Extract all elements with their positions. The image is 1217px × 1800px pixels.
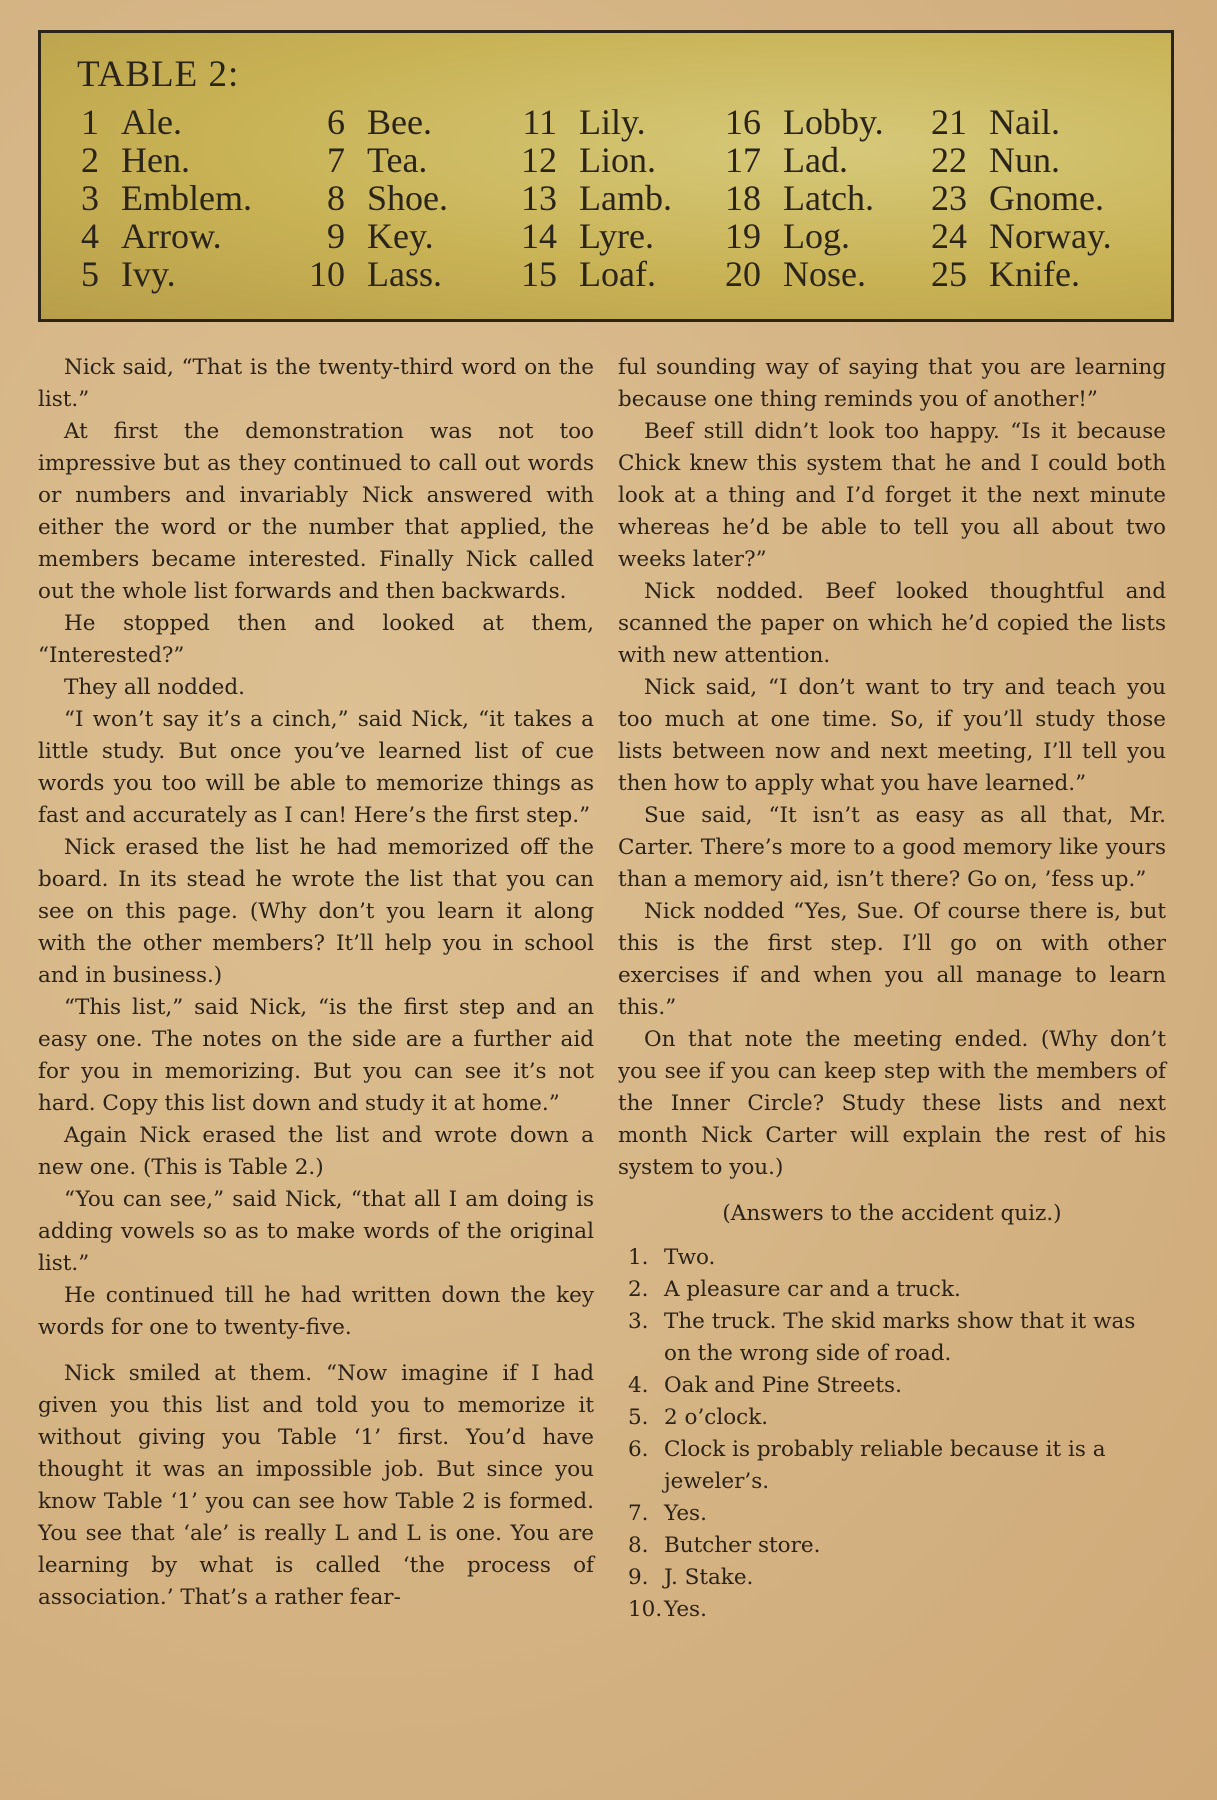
entry-number: 16 xyxy=(725,102,761,142)
answer-text: Yes. xyxy=(664,1501,707,1526)
answers-heading: (Answers to the accident quiz.) xyxy=(722,1201,1062,1226)
entry-word: Hen. xyxy=(121,140,190,180)
entry-number: 1 xyxy=(81,102,99,142)
entry-number: 6 xyxy=(327,102,345,142)
table-entry xyxy=(299,179,448,217)
table-column xyxy=(69,103,252,293)
table-entry xyxy=(299,103,448,141)
entry-word: Emblem. xyxy=(121,178,252,218)
table-entry xyxy=(511,255,672,293)
table-entry xyxy=(921,103,1112,141)
entry-word: Lamb. xyxy=(579,178,672,218)
table-column xyxy=(921,103,1112,293)
entry-number: 12 xyxy=(521,140,557,180)
answer-item xyxy=(628,1242,1166,1274)
answer-text: Two. xyxy=(664,1245,716,1270)
paragraph: “I won’t say it’s a cinch,” said Nick, “it takes a little study. But once you’ve learned list of cue words you too will be able to memorize things as fast and accurately as I can! Here’s the first step.” xyxy=(38,707,594,828)
entry-word: Shoe. xyxy=(367,178,448,218)
entry-word: Nose. xyxy=(783,254,866,294)
paragraph: Nick nodded “Yes, Sue. Of course there is, but this is the first step. I’ll go on with other exercises if and when you all manage to learn this.” xyxy=(618,899,1166,1020)
table-entry xyxy=(69,217,252,255)
entry-word: Lad. xyxy=(783,140,848,180)
entry-number: 23 xyxy=(931,178,967,218)
entry-number: 24 xyxy=(931,216,967,256)
entry-number: 10 xyxy=(309,254,345,294)
entry-word: Lily. xyxy=(579,102,646,142)
entry-number: 8 xyxy=(327,178,345,218)
answer-number: 1. xyxy=(628,1245,649,1270)
left-text-column xyxy=(38,352,594,1614)
entry-word: Nun. xyxy=(989,140,1060,180)
answer-item xyxy=(628,1402,1166,1434)
entry-number: 9 xyxy=(327,216,345,256)
table-entry xyxy=(921,179,1112,217)
paragraph: Again Nick erased the list and wrote down a new one. (This is Table 2.) xyxy=(38,1123,594,1180)
entry-word: Lion. xyxy=(579,140,656,180)
entry-number: 25 xyxy=(931,254,967,294)
entry-number: 21 xyxy=(931,102,967,142)
answer-text: Clock is probably reliable because it is a jeweler’s. xyxy=(664,1437,1106,1494)
answer-text: A pleasure car and a truck. xyxy=(664,1277,961,1302)
entry-word: Key. xyxy=(367,216,434,256)
paragraph: On that note the meeting ended. (Why don’t you see if you can keep step with the members of the Inner Circle? Study these lists and next month Nick Carter will explain the rest of his system to you.) xyxy=(618,1027,1166,1180)
paragraph: They all nodded. xyxy=(64,675,245,700)
answer-item xyxy=(628,1306,1166,1370)
answer-number: 6. xyxy=(628,1437,649,1462)
answer-number: 4. xyxy=(628,1373,649,1398)
table-entry xyxy=(69,103,252,141)
entry-word: Lobby. xyxy=(783,102,884,142)
entry-word: Lass. xyxy=(367,254,442,294)
entry-number: 18 xyxy=(725,178,761,218)
answer-item xyxy=(628,1562,1166,1594)
table-column xyxy=(299,103,448,293)
answers-list xyxy=(618,1242,1166,1626)
entry-word: Arrow. xyxy=(121,216,222,256)
answer-text: 2 o’clock. xyxy=(664,1405,769,1430)
entry-word: Latch. xyxy=(783,178,874,218)
answer-item xyxy=(628,1498,1166,1530)
table-entry xyxy=(715,217,884,255)
right-text-column xyxy=(618,352,1166,1626)
answer-text: Yes. xyxy=(664,1597,707,1622)
table-entry xyxy=(715,255,884,293)
entry-number: 5 xyxy=(81,254,99,294)
table-entry xyxy=(69,179,252,217)
paragraph: He continued till he had written down the key words for one to twenty-five. xyxy=(38,1283,594,1340)
answer-number: 2. xyxy=(628,1277,649,1302)
table-column xyxy=(511,103,672,293)
answer-item xyxy=(628,1594,1166,1626)
entry-word: Gnome. xyxy=(989,178,1104,218)
table-entry xyxy=(511,217,672,255)
paragraph: Nick erased the list he had memorized off the board. In its stead he wrote the list that you can see on this page. (Why don’t you learn it along with the other members? It’ll help you in school and in business.) xyxy=(38,835,594,988)
entry-number: 4 xyxy=(81,216,99,256)
answer-item xyxy=(628,1370,1166,1402)
answer-number: 8. xyxy=(628,1533,649,1558)
paragraph: Nick smiled at them. “Now imagine if I had given you this list and told you to memorize it without giving you Table ‘1’ first. You’d have thought it was an impossible job. But since you know Table ‘1’ you can see how Table 2 is formed. You see that ‘ale’ is really L and L is one. You are learning by what is called ‘the process of association.’ That’s a rather fear- xyxy=(38,1361,594,1610)
table-entry xyxy=(715,179,884,217)
answer-item xyxy=(628,1434,1166,1498)
table-entry xyxy=(299,255,448,293)
answer-number: 5. xyxy=(628,1405,649,1430)
paragraph: Nick said, “That is the twenty-third word on the list.” xyxy=(38,355,594,412)
answer-number: 7. xyxy=(628,1501,649,1526)
entry-number: 22 xyxy=(931,140,967,180)
table-entry xyxy=(921,255,1112,293)
entry-word: Tea. xyxy=(367,140,428,180)
answer-text: Butcher store. xyxy=(664,1533,821,1558)
paragraph: Nick nodded. Beef looked thoughtful and scanned the paper on which he’d copied the lists with new attention. xyxy=(618,579,1166,668)
entry-word: Loaf. xyxy=(579,254,656,294)
answer-number: 3. xyxy=(628,1309,649,1334)
entry-word: Lyre. xyxy=(579,216,654,256)
entry-number: 11 xyxy=(522,102,557,142)
table-entry xyxy=(921,217,1112,255)
paragraph: Sue said, “It isn’t as easy as all that, Mr. Carter. There’s more to a good memory like yours than a memory aid, isn’t there? Go on, ’fess up.” xyxy=(618,803,1166,892)
entry-word: Bee. xyxy=(367,102,432,142)
answer-item xyxy=(628,1530,1166,1562)
table-entry xyxy=(299,141,448,179)
paragraph: “This list,” said Nick, “is the first step and an easy one. The notes on the side are a further aid for you in memorizing. But you can see it’s not hard. Copy this list down and study it at home.” xyxy=(38,995,594,1116)
entry-word: Knife. xyxy=(989,254,1080,294)
table-entry xyxy=(511,103,672,141)
answer-text: The truck. The skid marks show that it was on the wrong side of road. xyxy=(664,1309,1136,1366)
entry-number: 7 xyxy=(327,140,345,180)
paragraph: Nick said, “I don’t want to try and teach you too much at one time. So, if you’ll study those lists between now and next meeting, I’ll tell you then how to apply what you have learned.” xyxy=(618,675,1166,796)
table-entry xyxy=(715,103,884,141)
paragraph: ful sounding way of saying that you are learning because one thing reminds you of another!” xyxy=(618,355,1166,412)
entry-number: 19 xyxy=(725,216,761,256)
paragraph: He stopped then and looked at them, “Interested?” xyxy=(38,611,594,668)
table-title: TABLE 2: xyxy=(77,54,240,95)
entry-word: Ale. xyxy=(121,102,182,142)
entry-word: Norway. xyxy=(989,216,1112,256)
table-column xyxy=(715,103,884,293)
entry-number: 13 xyxy=(521,178,557,218)
entry-word: Log. xyxy=(783,216,850,256)
table-2-box xyxy=(38,30,1174,322)
table-entry xyxy=(299,217,448,255)
table-entry xyxy=(715,141,884,179)
entry-word: Nail. xyxy=(989,102,1060,142)
table-entry xyxy=(921,141,1112,179)
entry-number: 17 xyxy=(725,140,761,180)
table-entry xyxy=(69,255,252,293)
paragraph: “You can see,” said Nick, “that all I am doing is adding vowels so as to make words of the original list.” xyxy=(38,1187,594,1276)
entry-number: 20 xyxy=(725,254,761,294)
paragraph: At first the demonstration was not too impressive but as they continued to call out words or numbers and invariably Nick answered with either the word or the number that applied, the members became interested. Finally Nick called out the whole list forwards and then backwards. xyxy=(38,419,594,604)
answer-number: 9. xyxy=(628,1565,649,1590)
entry-number: 2 xyxy=(81,140,99,180)
answer-text: Oak and Pine Streets. xyxy=(664,1373,902,1398)
entry-word: Ivy. xyxy=(121,254,176,294)
entry-number: 15 xyxy=(521,254,557,294)
table-entry xyxy=(511,179,672,217)
table-entry xyxy=(69,141,252,179)
entry-number: 3 xyxy=(81,178,99,218)
answer-number: 10. xyxy=(628,1597,663,1622)
table-entry xyxy=(511,141,672,179)
paragraph: Beef still didn’t look too happy. “Is it because Chick knew this system that he and I could both look at a thing and I’d forget it the next minute whereas he’d be able to tell you all about two weeks later?” xyxy=(618,419,1166,572)
answer-item xyxy=(628,1274,1166,1306)
answer-text: J. Stake. xyxy=(664,1565,754,1590)
entry-number: 14 xyxy=(521,216,557,256)
